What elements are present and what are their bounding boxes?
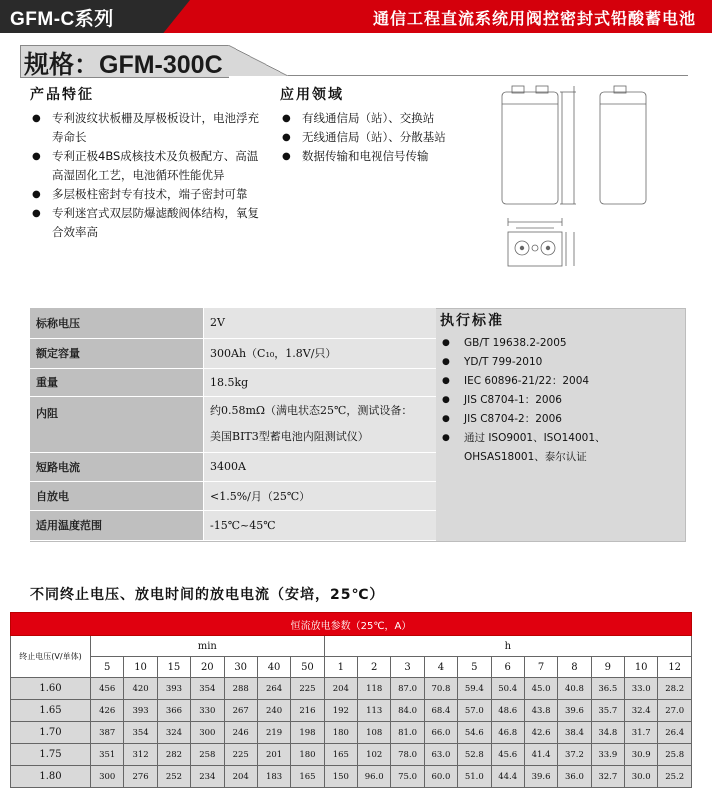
discharge-table (10, 612, 692, 788)
current-cell: 366 (157, 700, 190, 722)
current-cell: 393 (124, 700, 157, 722)
current-cell: 35.7 (591, 700, 624, 722)
current-cell: 192 (324, 700, 357, 722)
current-cell: 282 (157, 744, 190, 766)
current-cell: 198 (291, 722, 324, 744)
current-cell: 46.8 (491, 722, 524, 744)
spec-row (30, 396, 436, 452)
current-cell: 52.8 (458, 744, 491, 766)
end-voltage-cell: 1.65 (11, 700, 91, 722)
standard-item: ● YD/T 799-2010 (440, 353, 680, 372)
current-cell: 456 (91, 678, 124, 700)
current-cell: 354 (191, 678, 224, 700)
feature-item: ● 专利波纹状板栅及厚极板设计，电池浮充寿命长 (30, 109, 260, 147)
current-cell: 393 (157, 678, 190, 700)
current-cell: 258 (191, 744, 224, 766)
current-cell: 252 (157, 766, 190, 788)
current-cell: 66.0 (424, 722, 457, 744)
spec-value: 3400A (204, 452, 437, 481)
time-cell: 7 (524, 657, 557, 678)
time-cell: 6 (491, 657, 524, 678)
time-cell: 15 (157, 657, 190, 678)
current-cell: 33.0 (625, 678, 658, 700)
current-cell: 27.0 (658, 700, 692, 722)
discharge-table-title: 恒流放电参数（25℃，A） (11, 613, 692, 636)
spec-value: <1.5%/月（25℃） (204, 481, 437, 510)
spec-value: -15℃~45℃ (204, 510, 437, 540)
time-cell: 4 (424, 657, 457, 678)
current-cell: 44.4 (491, 766, 524, 788)
current-cell: 300 (91, 766, 124, 788)
applications-title: 应用领域 (280, 87, 344, 103)
current-cell: 45.0 (524, 678, 557, 700)
current-cell: 54.6 (458, 722, 491, 744)
current-cell: 87.0 (391, 678, 424, 700)
spec-row (30, 308, 436, 338)
current-cell: 234 (191, 766, 224, 788)
current-cell: 387 (91, 722, 124, 744)
discharge-time-row (11, 657, 692, 678)
current-cell: 36.0 (558, 766, 591, 788)
current-cell: 180 (291, 744, 324, 766)
current-cell: 324 (157, 722, 190, 744)
model-label: 规格：GFM-300C (24, 51, 223, 79)
current-cell: 84.0 (391, 700, 424, 722)
current-cell: 57.0 (458, 700, 491, 722)
current-cell: 78.0 (391, 744, 424, 766)
standard-item: ● GB/T 19638.2-2005 (440, 334, 680, 353)
min-header: min (91, 636, 325, 657)
current-cell: 48.6 (491, 700, 524, 722)
time-cell: 10 (124, 657, 157, 678)
current-cell: 38.4 (558, 722, 591, 744)
end-voltage-cell: 1.80 (11, 766, 91, 788)
time-cell: 2 (358, 657, 391, 678)
current-cell: 26.4 (658, 722, 692, 744)
spec-row (30, 481, 436, 510)
features-title: 产品特征 (30, 87, 94, 103)
spec-label: 重量 (30, 368, 204, 396)
current-cell: 108 (358, 722, 391, 744)
spec-label: 适用温度范围 (30, 510, 204, 540)
current-cell: 300 (191, 722, 224, 744)
spec-value: 300Ah（C₁₀，1.8V/只） (204, 338, 437, 368)
end-voltage-cell: 1.70 (11, 722, 91, 744)
time-cell: 9 (591, 657, 624, 678)
discharge-unit-row (11, 636, 692, 657)
spec-row (30, 338, 436, 368)
discharge-row (11, 744, 692, 766)
spec-label: 自放电 (30, 481, 204, 510)
current-cell: 43.8 (524, 700, 557, 722)
spec-value-line: 美国BIT3型蓄电池内阻测试仪） (210, 430, 369, 443)
series-name: GFM-C系列 (10, 9, 114, 30)
model-banner-corner (228, 45, 288, 76)
time-cell: 1 (324, 657, 357, 678)
current-cell: 180 (324, 722, 357, 744)
discharge-title: 不同终止电压、放电时间的放电电流（安培，25℃） (30, 587, 385, 603)
time-cell: 12 (658, 657, 692, 678)
current-cell: 150 (324, 766, 357, 788)
current-cell: 32.7 (591, 766, 624, 788)
current-cell: 204 (224, 766, 257, 788)
time-cell: 40 (257, 657, 290, 678)
standard-item: ● 通过 ISO9001、ISO14001、OHSAS18001、泰尔认证 (440, 429, 680, 467)
spec-value: 2V (204, 308, 437, 338)
current-cell: 426 (91, 700, 124, 722)
spec-row (30, 452, 436, 481)
spec-table (30, 308, 436, 541)
current-cell: 118 (358, 678, 391, 700)
current-cell: 31.7 (625, 722, 658, 744)
current-cell: 113 (358, 700, 391, 722)
current-cell: 216 (291, 700, 324, 722)
current-cell: 28.2 (658, 678, 692, 700)
time-cell: 20 (191, 657, 224, 678)
current-cell: 68.4 (424, 700, 457, 722)
current-cell: 246 (224, 722, 257, 744)
current-cell: 225 (291, 678, 324, 700)
current-cell: 25.8 (658, 744, 692, 766)
current-cell: 102 (358, 744, 391, 766)
end-voltage-header: 终止电压(V/单体) (11, 636, 91, 678)
spec-label: 标称电压 (30, 308, 204, 338)
time-cell: 30 (224, 657, 257, 678)
application-item: ● 数据传输和电视信号传输 (280, 147, 465, 166)
current-cell: 354 (124, 722, 157, 744)
standards-list (440, 334, 680, 467)
current-cell: 183 (257, 766, 290, 788)
standard-item: ● JIS C8704-1：2006 (440, 391, 680, 410)
current-cell: 39.6 (558, 700, 591, 722)
time-cell: 8 (558, 657, 591, 678)
current-cell: 25.2 (658, 766, 692, 788)
time-cell: 3 (391, 657, 424, 678)
spec-value: 18.5kg (204, 368, 437, 396)
current-cell: 41.4 (524, 744, 557, 766)
spec-label: 内阻 (30, 396, 204, 452)
discharge-row (11, 766, 692, 788)
battery-dimension-drawing (490, 80, 690, 285)
current-cell: 42.6 (524, 722, 557, 744)
current-cell: 240 (257, 700, 290, 722)
current-cell: 267 (224, 700, 257, 722)
end-voltage-cell: 1.75 (11, 744, 91, 766)
time-cell: 50 (291, 657, 324, 678)
current-cell: 204 (324, 678, 357, 700)
current-cell: 165 (324, 744, 357, 766)
spec-row (30, 510, 436, 540)
current-cell: 32.4 (625, 700, 658, 722)
current-cell: 30.0 (625, 766, 658, 788)
current-cell: 276 (124, 766, 157, 788)
feature-item: ● 专利正极4BS成核技术及负极配方、高温高湿固化工艺，电池循环性能优异 (30, 147, 260, 185)
time-cell: 10 (625, 657, 658, 678)
discharge-table-body (11, 678, 692, 788)
current-cell: 59.4 (458, 678, 491, 700)
current-cell: 33.9 (591, 744, 624, 766)
current-cell: 330 (191, 700, 224, 722)
spec-label: 额定容量 (30, 338, 204, 368)
feature-item: ● 多层极柱密封专有技术，端子密封可靠 (30, 185, 260, 204)
standard-item: ● JIS C8704-2：2006 (440, 410, 680, 429)
current-cell: 351 (91, 744, 124, 766)
current-cell: 50.4 (491, 678, 524, 700)
application-item: ● 无线通信局（站）、分散基站 (280, 128, 465, 147)
current-cell: 37.2 (558, 744, 591, 766)
current-cell: 75.0 (391, 766, 424, 788)
time-cell: 5 (458, 657, 491, 678)
applications-list (280, 109, 465, 166)
current-cell: 51.0 (458, 766, 491, 788)
discharge-table-title-row (11, 613, 692, 636)
current-cell: 34.8 (591, 722, 624, 744)
application-item: ● 有线通信局（站）、交换站 (280, 109, 465, 128)
current-cell: 165 (291, 766, 324, 788)
current-cell: 30.9 (625, 744, 658, 766)
discharge-row (11, 722, 692, 744)
current-cell: 63.0 (424, 744, 457, 766)
spec-row (30, 368, 436, 396)
spec-label: 短路电流 (30, 452, 204, 481)
standards-title: 执行标准 (440, 313, 504, 329)
time-cell: 5 (91, 657, 124, 678)
end-voltage-cell: 1.60 (11, 678, 91, 700)
current-cell: 60.0 (424, 766, 457, 788)
current-cell: 288 (224, 678, 257, 700)
current-cell: 96.0 (358, 766, 391, 788)
current-cell: 40.8 (558, 678, 591, 700)
feature-item: ● 专利迷宫式双层防爆滤酸阀体结构，氧复合效率高 (30, 204, 260, 242)
current-cell: 70.8 (424, 678, 457, 700)
current-cell: 312 (124, 744, 157, 766)
current-cell: 39.6 (524, 766, 557, 788)
current-cell: 264 (257, 678, 290, 700)
current-cell: 219 (257, 722, 290, 744)
current-cell: 45.6 (491, 744, 524, 766)
discharge-row (11, 700, 692, 722)
features-list (30, 109, 260, 242)
current-cell: 420 (124, 678, 157, 700)
header-title: 通信工程直流系统用阀控密封式铅酸蓄电池 (372, 9, 696, 28)
spec-value-line: 约0.58mΩ（满电状态25℃，测试设备： (210, 404, 413, 417)
h-header: h (324, 636, 691, 657)
standard-item: ● IEC 60896-21/22：2004 (440, 372, 680, 391)
current-cell: 81.0 (391, 722, 424, 744)
current-cell: 36.5 (591, 678, 624, 700)
model-banner-rule (288, 75, 688, 76)
spec-value-multiline (204, 396, 437, 452)
discharge-row (11, 678, 692, 700)
current-cell: 201 (257, 744, 290, 766)
current-cell: 225 (224, 744, 257, 766)
